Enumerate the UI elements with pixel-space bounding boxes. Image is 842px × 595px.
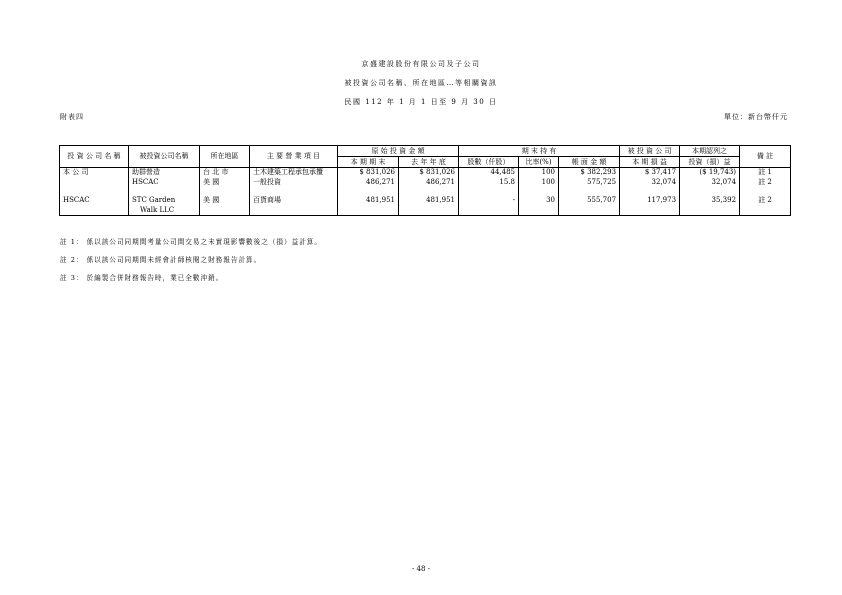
page-number: - 48 - xyxy=(411,565,431,573)
cell-shares: 15.8 xyxy=(459,178,519,188)
header-held-at-end: 期 末 持 有 xyxy=(459,146,620,157)
header-business: 主 要 營 業 項 目 xyxy=(250,146,338,168)
header-note: 備 註 xyxy=(740,146,791,168)
note-2: 註 2： 係以該公司同期間未經會計師核閱之財務報告計算。 xyxy=(60,256,262,264)
header-shares: 股數（仟股） xyxy=(459,157,519,168)
company-title: 京盛建設股份有限公司及子公司 xyxy=(361,60,481,68)
cell-ratio: 100 xyxy=(519,168,559,178)
report-period: 民國 112 年 1 月 1 日至 9 月 30 日 xyxy=(344,98,498,106)
cell-business: 一般投資 xyxy=(250,178,338,188)
cell-investee-line1: STC Garden xyxy=(132,196,176,205)
cell-pl: $ 37,417 xyxy=(620,168,680,178)
cell-book: 575,725 xyxy=(559,178,620,188)
header-recognized-top: 本期認列之 xyxy=(680,146,740,157)
cell-original-end: 486,271 xyxy=(338,178,399,188)
cell-investee: HSCAC xyxy=(129,178,200,188)
header-investee-pl-top: 被 投 資 公 司 xyxy=(620,146,680,157)
header-investee-pl-bottom: 本 期 損 益 xyxy=(620,157,680,168)
table-row xyxy=(60,178,791,188)
table-row xyxy=(60,168,791,178)
cell-recognized: ($ 19,743) xyxy=(680,168,740,178)
cell-ratio: 30 xyxy=(519,196,559,216)
table-spacer-row xyxy=(60,187,791,196)
cell-original-last: $ 831,026 xyxy=(399,168,459,178)
cell-investee: 助群營造 xyxy=(129,168,200,178)
header-investee: 被投資公司名稱 xyxy=(129,146,200,168)
cell-book: $ 382,293 xyxy=(559,168,620,178)
note-1: 註 1： 係以該公司同期間考量公司間交易之未實現影響數後之（損）益計算。 xyxy=(60,238,322,246)
header-original-investment: 原 始 投 資 金 額 xyxy=(338,146,459,157)
cell-business: 百貨商場 xyxy=(250,196,338,216)
note-3: 註 3： 於編製合併財務報告時，業已全數沖銷。 xyxy=(60,274,224,282)
cell-note: 註 2 xyxy=(740,178,791,188)
table-row xyxy=(60,196,791,216)
cell-investee xyxy=(129,196,200,216)
cell-original-last: 486,271 xyxy=(399,178,459,188)
cell-region: 美 國 xyxy=(200,178,250,188)
header-period-end: 本 期 期 末 xyxy=(338,157,399,168)
cell-original-last: 481,951 xyxy=(399,196,459,216)
cell-region: 美 國 xyxy=(200,196,250,216)
header-investor: 投 資 公 司 名 稱 xyxy=(60,146,129,168)
report-subtitle: 被投資公司名稱、所在地區…等相關資訊 xyxy=(344,79,498,87)
cell-shares: 44,485 xyxy=(459,168,519,178)
cell-pl: 117,973 xyxy=(620,196,680,216)
cell-investor xyxy=(60,178,129,188)
header-ratio: 比率(%) xyxy=(519,157,559,168)
cell-recognized: 32,074 xyxy=(680,178,740,188)
cell-investor: HSCAC xyxy=(60,196,129,216)
cell-note: 註 1 xyxy=(740,168,791,178)
cell-original-end: 481,951 xyxy=(338,196,399,216)
cell-recognized: 35,392 xyxy=(680,196,740,216)
header-last-year-end: 去 年 年 底 xyxy=(399,157,459,168)
cell-business: 土木建築工程承包承攬 xyxy=(250,168,338,178)
header-book-value: 帳 面 金 額 xyxy=(559,157,620,168)
header-recognized-bottom: 投資（損）益 xyxy=(680,157,740,168)
annex-label: 附表四 xyxy=(60,113,84,121)
cell-original-end: $ 831,026 xyxy=(338,168,399,178)
header-region: 所在地區 xyxy=(200,146,250,168)
cell-investor: 本 公 司 xyxy=(60,168,129,178)
investee-table xyxy=(59,145,791,216)
cell-investee-line2: Walk LLC xyxy=(140,205,175,214)
unit-label: 單位：新台幣仟元 xyxy=(724,113,788,121)
cell-region: 台 北 市 xyxy=(200,168,250,178)
cell-pl: 32,074 xyxy=(620,178,680,188)
cell-note: 註 2 xyxy=(740,196,791,216)
cell-ratio: 100 xyxy=(519,178,559,188)
cell-book: 555,707 xyxy=(559,196,620,216)
cell-shares: - xyxy=(459,196,519,216)
